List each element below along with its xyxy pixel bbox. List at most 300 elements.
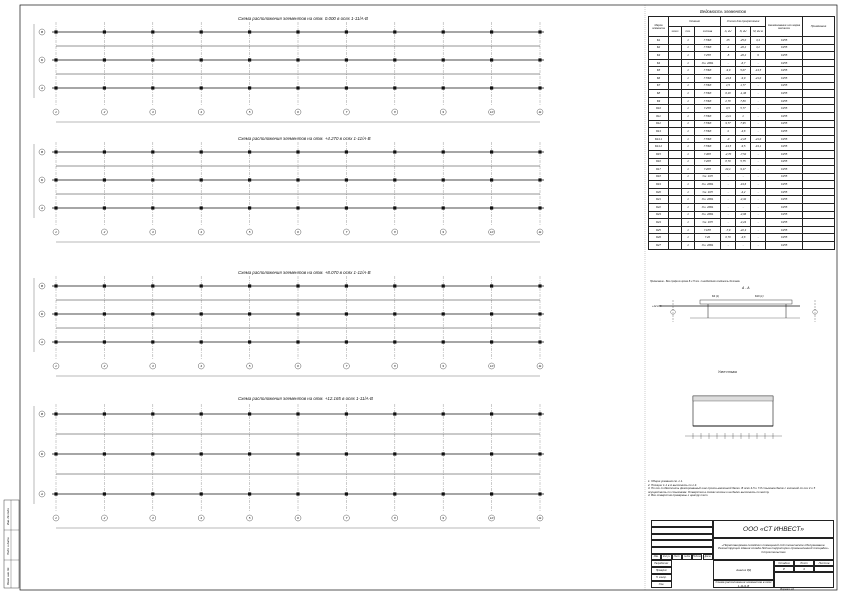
- section-a-a: [660, 300, 817, 322]
- stamp-empty: [651, 547, 713, 554]
- schedule-cell: Б17: [649, 166, 669, 174]
- column-mark: [296, 58, 299, 61]
- schedule-row: [649, 67, 835, 75]
- schedule-cell: [669, 112, 682, 120]
- schedule-cell: С255: [766, 112, 803, 120]
- column-mark: [248, 58, 251, 61]
- schedule-cell: 1: [682, 128, 695, 136]
- column-mark: [296, 30, 299, 33]
- column-mark: [345, 492, 348, 495]
- schedule-cell: 1: [682, 67, 695, 75]
- stamp-empty: [651, 534, 713, 541]
- column-mark: [54, 58, 57, 61]
- column-mark: [490, 86, 493, 89]
- schedule-cell: Б13: [649, 128, 669, 136]
- schedule-cell: [803, 242, 835, 250]
- sheet-header: Лист: [794, 560, 814, 566]
- schedule-cell: 9,17: [736, 166, 751, 174]
- column-mark: [490, 312, 493, 315]
- schedule-cell: С255: [766, 204, 803, 212]
- axis-number: 5: [248, 516, 251, 521]
- column-mark: [296, 412, 299, 415]
- schedule-cell: 1: [682, 150, 695, 158]
- schedule-cell: 1: [682, 234, 695, 242]
- column-mark: [345, 284, 348, 287]
- axis-number: 3: [151, 110, 154, 115]
- schedule-cell: Г.7/БЗ: [695, 143, 721, 151]
- schedule-cell: С255: [766, 196, 803, 204]
- schedule-cell: Г.7/БЗ: [695, 112, 721, 120]
- schedule-cell: -21,0: [751, 74, 766, 82]
- column-mark: [538, 492, 541, 495]
- column-mark: [442, 58, 445, 61]
- schedule-cell: С255: [766, 52, 803, 60]
- column-mark: [200, 150, 203, 153]
- column-mark: [103, 30, 106, 33]
- column-mark: [151, 312, 154, 315]
- schedule-cell: Б10: [649, 105, 669, 113]
- schedule-cell: -13,5: [721, 143, 736, 151]
- schedule-cell: -3,8: [736, 234, 751, 242]
- schedule-cell: Б24: [649, 219, 669, 227]
- column-mark: [393, 178, 396, 181]
- axis-letter: Б: [41, 312, 43, 317]
- axis-number: 5: [248, 110, 251, 115]
- axis-number: 2: [103, 230, 106, 235]
- schedule-cell: [669, 242, 682, 250]
- schedule-cell: -4,11: [721, 112, 736, 120]
- axis-number: 5: [248, 364, 251, 369]
- schedule-cell: [669, 226, 682, 234]
- stamp-col-header: Дата: [703, 554, 713, 560]
- schedule-cell: -: [751, 120, 766, 128]
- column-mark: [103, 284, 106, 287]
- schedule-cell: [669, 166, 682, 174]
- column-mark: [296, 178, 299, 181]
- column-mark: [442, 492, 445, 495]
- column-mark: [393, 86, 396, 89]
- schedule-cell: [669, 59, 682, 67]
- stamp-role: Разработал: [651, 560, 672, 567]
- sheet-title: Схема расположения элементов в осях 1-11/А-В: [713, 580, 774, 588]
- schedule-cell: 1: [682, 196, 695, 204]
- schedule-cell: -7,52: [736, 150, 751, 158]
- schedule-cell: 24,1: [721, 166, 736, 174]
- axis-number: 6: [297, 230, 299, 235]
- column-mark: [54, 412, 57, 415]
- schedule-cell: С255: [766, 173, 803, 181]
- schedule-cell: С255: [766, 234, 803, 242]
- schedule-cell: Уш. 20Б1: [695, 181, 721, 189]
- schedule-cell: 9: [751, 52, 766, 60]
- schedule-row: [649, 158, 835, 166]
- column-mark: [393, 284, 396, 287]
- schedule-cell: [803, 143, 835, 151]
- schedule-cell: 1: [682, 135, 695, 143]
- schedule-cell: 8,70: [721, 158, 736, 166]
- schedule-cell: [803, 166, 835, 174]
- col-effort: Усилия для прикрепления: [721, 17, 766, 27]
- schedule-cell: [803, 97, 835, 105]
- column-mark: [490, 284, 493, 287]
- sidebar-label: Взам. инв. №: [6, 567, 10, 585]
- axis-number: 1: [55, 110, 57, 115]
- column-mark: [538, 412, 541, 415]
- column-mark: [442, 452, 445, 455]
- schedule-cell: [803, 120, 835, 128]
- schedule-cell: Г.7/БЗ: [695, 44, 721, 52]
- axis-number: 6: [297, 516, 299, 521]
- column-mark: [538, 284, 541, 287]
- column-mark: [248, 30, 251, 33]
- axis-number: 7: [345, 230, 348, 235]
- schedule-row: [649, 120, 835, 128]
- column-mark: [296, 312, 299, 315]
- schedule-cell: [669, 204, 682, 212]
- column-mark: [151, 178, 154, 181]
- axis-number: 11: [538, 230, 542, 235]
- column-mark: [490, 30, 493, 33]
- detail-title: Узел стыка: [718, 370, 737, 374]
- schedule-cell: -4,24: [736, 219, 751, 227]
- plan-title-3: Схема расположения элементов на отм. +8.070 в осях 1-11/А-В: [238, 270, 371, 275]
- axis-number: 8: [393, 110, 396, 115]
- schedule-cell: [669, 44, 682, 52]
- axis-number: 1: [55, 364, 57, 369]
- schedule-cell: 1,77: [736, 82, 751, 90]
- schedule-cell: С255: [766, 211, 803, 219]
- stamp-empty: [651, 540, 713, 547]
- column-mark: [538, 150, 541, 153]
- column-mark: [442, 150, 445, 153]
- general-notes: [648, 480, 832, 498]
- column-mark: [538, 340, 541, 343]
- schedule-cell: Уш. 20Б1: [695, 196, 721, 204]
- schedule-cell: -: [721, 188, 736, 196]
- schedule-row: [649, 196, 835, 204]
- schedule-row: [649, 52, 835, 60]
- elements-schedule: [648, 16, 834, 250]
- schedule-cell: 3,2: [751, 44, 766, 52]
- column-mark: [442, 206, 445, 209]
- axis-number: 4: [200, 364, 203, 369]
- schedule-cell: -0: [721, 135, 736, 143]
- schedule-cell: -1,36: [736, 90, 751, 98]
- schedule-row: [649, 181, 835, 189]
- section-level: +12.165: [652, 305, 662, 308]
- column-mark: [151, 206, 154, 209]
- schedule-cell: -: [721, 219, 736, 227]
- schedule-cell: Уш. 20Б1: [695, 242, 721, 250]
- column-mark: [200, 492, 203, 495]
- schedule-cell: Уш. 16П: [695, 188, 721, 196]
- schedule-cell: 4: [721, 128, 736, 136]
- schedule-cell: 3,4: [751, 37, 766, 45]
- axis-number: 4: [200, 110, 203, 115]
- column-mark: [54, 30, 57, 33]
- schedule-cell: -: [751, 105, 766, 113]
- schedule-cell: 1: [682, 188, 695, 196]
- axis-number: 9: [442, 364, 445, 369]
- schedule-cell: Б1: [649, 37, 669, 45]
- column-mark: [103, 150, 106, 153]
- schedule-cell: С255: [766, 59, 803, 67]
- schedule-cell: -: [751, 166, 766, 174]
- axis-number: 10: [489, 364, 494, 369]
- schedule-cell: С255: [766, 143, 803, 151]
- schedule-cell: [669, 196, 682, 204]
- schedule-row: [649, 37, 835, 45]
- col-mark: Марка элемента: [649, 17, 669, 37]
- column-mark: [54, 86, 57, 89]
- stamp-col-header: Подпись: [692, 556, 702, 558]
- axis-number: 1: [55, 516, 57, 521]
- schedule-cell: -: [751, 150, 766, 158]
- schedule-cell: -20,2: [736, 44, 751, 52]
- schedule-cell: [803, 67, 835, 75]
- column-mark: [442, 30, 445, 33]
- stage-header: Стадия: [774, 560, 794, 566]
- axis-letter: Б: [41, 178, 43, 183]
- col-steel: Наименование или марка металла: [766, 17, 803, 37]
- column-mark: [151, 30, 154, 33]
- schedule-cell: -22,3: [736, 226, 751, 234]
- schedule-cell: Б16: [649, 158, 669, 166]
- schedule-cell: -: [751, 97, 766, 105]
- schedule-cell: Г.20П: [695, 158, 721, 166]
- schedule-cell: 1: [682, 204, 695, 212]
- schedule-cell: [803, 44, 835, 52]
- axis-number: 10: [489, 230, 494, 235]
- column-mark: [103, 206, 106, 209]
- column-mark: [151, 58, 154, 61]
- column-mark: [442, 340, 445, 343]
- schedule-cell: -6,7: [736, 59, 751, 67]
- column-mark: [442, 284, 445, 287]
- schedule-cell: -19,1: [751, 143, 766, 151]
- schedule-cell: С255: [766, 242, 803, 250]
- schedule-cell: 5,07: [736, 67, 751, 75]
- column-mark: [54, 206, 57, 209]
- axis-number: 6: [297, 110, 299, 115]
- axis-number: 9: [442, 110, 445, 115]
- axis-number: 5: [248, 230, 251, 235]
- axis-number: 2: [103, 516, 106, 521]
- schedule-cell: [803, 150, 835, 158]
- schedule-cell: 1: [682, 112, 695, 120]
- schedule-cell: -: [751, 188, 766, 196]
- section-title: А - А: [742, 286, 750, 290]
- schedule-row: [649, 59, 835, 67]
- schedule-cell: -: [751, 82, 766, 90]
- schedule-cell: С255: [766, 219, 803, 227]
- schedule-title: Ведомость элементов: [700, 9, 746, 14]
- column-mark: [393, 150, 396, 153]
- schedule-cell: -: [721, 59, 736, 67]
- schedule-cell: С255: [766, 90, 803, 98]
- schedule-cell: С255: [766, 150, 803, 158]
- schedule-cell: Б4: [649, 59, 669, 67]
- schedule-cell: Б11: [649, 112, 669, 120]
- column-mark: [248, 412, 251, 415]
- stamp-col-header: Изм.: [651, 554, 661, 560]
- schedule-cell: 25: [721, 37, 736, 45]
- schedule-cell: [803, 204, 835, 212]
- column-mark: [345, 452, 348, 455]
- schedule-cell: Г.7/БЗ: [695, 90, 721, 98]
- axis-letter: В: [40, 30, 44, 35]
- schedule-cell: Б15: [649, 150, 669, 158]
- column-mark: [490, 492, 493, 495]
- col-a: A, кН: [721, 27, 736, 37]
- schedule-cell: -: [736, 173, 751, 181]
- column-mark: [442, 178, 445, 181]
- col-n: N, кН: [736, 27, 751, 37]
- schedule-cell: -: [721, 181, 736, 189]
- schedule-cell: 1: [682, 181, 695, 189]
- schedule-cell: Уш. 18П: [695, 219, 721, 227]
- schedule-cell: [803, 59, 835, 67]
- schedule-cell: -: [751, 211, 766, 219]
- col-note: Примечание: [803, 17, 835, 37]
- axis-number: 7: [345, 110, 348, 115]
- column-mark: [345, 150, 348, 153]
- title-block: [651, 520, 834, 588]
- schedule-cell: [803, 188, 835, 196]
- schedule-cell: -: [721, 204, 736, 212]
- column-mark: [442, 412, 445, 415]
- schedule-cell: [803, 173, 835, 181]
- col-comp: состав: [695, 27, 721, 37]
- schedule-cell: 1: [682, 37, 695, 45]
- schedule-cell: [669, 135, 682, 143]
- column-mark: [393, 492, 396, 495]
- column-mark: [393, 206, 396, 209]
- column-mark: [296, 206, 299, 209]
- schedule-cell: -5: [721, 52, 736, 60]
- schedule-cell: Г.18П: [695, 226, 721, 234]
- schedule-cell: [803, 158, 835, 166]
- schedule-cell: С255: [766, 166, 803, 174]
- axis-number: 3: [151, 230, 154, 235]
- column-mark: [248, 452, 251, 455]
- schedule-cell: С255: [766, 44, 803, 52]
- schedule-cell: [669, 120, 682, 128]
- column-mark: [54, 492, 57, 495]
- column-mark: [296, 150, 299, 153]
- column-mark: [345, 58, 348, 61]
- schedule-cell: Б27: [649, 242, 669, 250]
- column-mark: [54, 178, 57, 181]
- schedule-cell: 1: [682, 242, 695, 250]
- schedule-cell: Б21: [649, 196, 669, 204]
- axis-number: 2: [103, 110, 106, 115]
- column-mark: [442, 86, 445, 89]
- project-name: «Перепланировка складских помещений под техническое обслуживание. Реконструкция здания склада №3 на территории промышленной площадки» Строительство: [713, 538, 834, 560]
- stamp-role: Проверил: [651, 567, 672, 574]
- axis-number: 11: [538, 364, 542, 369]
- schedule-cell: -: [751, 234, 766, 242]
- schedule-row: [649, 44, 835, 52]
- schedule-cell: С255: [766, 120, 803, 128]
- schedule-cell: -13,5: [751, 67, 766, 75]
- column-mark: [103, 492, 106, 495]
- schedule-cell: [803, 52, 835, 60]
- schedule-cell: С255: [766, 181, 803, 189]
- schedule-cell: [669, 150, 682, 158]
- schedule-cell: Г.7/БЗ: [695, 82, 721, 90]
- schedule-cell: 1: [682, 59, 695, 67]
- schedule-cell: Б7: [649, 82, 669, 90]
- column-mark: [151, 86, 154, 89]
- schedule-row: [649, 166, 835, 174]
- schedule-cell: [669, 67, 682, 75]
- schedule-cell: 1: [736, 112, 751, 120]
- column-mark: [248, 284, 251, 287]
- sidebar-label: Инв. № подл.: [6, 507, 10, 525]
- schedule-cell: 1: [682, 97, 695, 105]
- schedule-row: [649, 173, 835, 181]
- axis-number: 7: [345, 364, 348, 369]
- schedule-cell: -2,18: [736, 135, 751, 143]
- axis-number: 10: [489, 516, 494, 521]
- column-mark: [393, 452, 396, 455]
- schedule-cell: [669, 158, 682, 166]
- schedule-cell: Б14.1: [649, 135, 669, 143]
- schedule-cell: Г.7/БЗ: [695, 135, 721, 143]
- plans-layer: [34, 22, 544, 528]
- schedule-cell: -1: [721, 44, 736, 52]
- schedule-cell: 1: [682, 158, 695, 166]
- axis-number: 2: [103, 364, 106, 369]
- column-mark: [200, 284, 203, 287]
- axis-letter: А: [40, 206, 44, 211]
- schedule-cell: -: [721, 211, 736, 219]
- schedule-cell: С255: [766, 67, 803, 75]
- company-name: ООО «СТ ИНВЕСТ»: [713, 520, 834, 538]
- col-m: M, кН·м: [751, 27, 766, 37]
- schedule-cell: Б23: [649, 211, 669, 219]
- column-mark: [538, 206, 541, 209]
- schedule-cell: 1: [682, 219, 695, 227]
- axis-number: 7: [345, 516, 348, 521]
- schedule-cell: -25,0: [736, 37, 751, 45]
- column-mark: [248, 492, 251, 495]
- schedule-cell: 1: [682, 105, 695, 113]
- axis-letter: Б: [41, 452, 43, 457]
- column-mark: [345, 312, 348, 315]
- schedule-cell: -: [751, 219, 766, 227]
- schedule-row: [649, 143, 835, 151]
- axis-letter: В: [40, 412, 44, 417]
- schedule-cell: 2,78: [721, 97, 736, 105]
- column-mark: [103, 86, 106, 89]
- schedule-cell: 5,75: [736, 158, 751, 166]
- schedule-cell: [803, 37, 835, 45]
- schedule-cell: -: [751, 128, 766, 136]
- schedule-cell: Г.20П: [695, 166, 721, 174]
- schedule-cell: С255: [766, 105, 803, 113]
- schedule-cell: 1: [682, 166, 695, 174]
- column-mark: [54, 452, 57, 455]
- column-mark: [490, 340, 493, 343]
- schedule-cell: Г.25П: [695, 52, 721, 60]
- column-mark: [490, 412, 493, 415]
- stamp-col-header: №док: [682, 554, 692, 560]
- detail-joint: [685, 396, 782, 439]
- axis-letter: А: [40, 86, 44, 91]
- schedule-row: [649, 150, 835, 158]
